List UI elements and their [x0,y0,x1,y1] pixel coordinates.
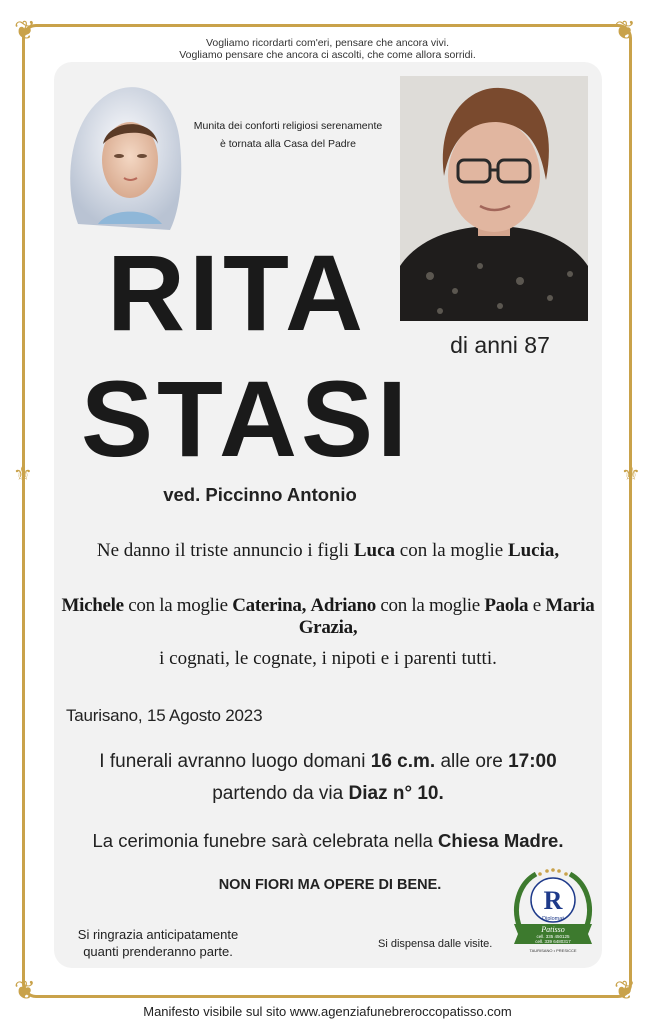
religious-note-line-1: Munita dei conforti religiosi serenamente [193,120,383,132]
place-date: Taurisano, 15 Agosto 2023 [66,706,263,725]
funeral-text: partendo da via [212,783,349,804]
announcement-line-3: i cognati, le cognate, i nipoti e i parenti tutti. [159,648,497,669]
family-name: Lucia, [507,540,560,561]
logo-label: Diplomat [542,916,564,922]
corner-ornament-top-left-icon: ❦ [14,16,36,46]
logo-letter: R [543,886,563,915]
footer-website-note: Manifesto visibile sul sito www.agenziafunebreroccopatisso.com [143,1004,512,1019]
announcement-text: con la moglie [375,595,485,616]
logo-name: Patisso [541,925,565,934]
funeral-line-2 [56,778,600,810]
corner-ornament-top-right-icon: ❦ [614,16,636,46]
family-name: Adriano [310,595,376,616]
announcement-text: Ne danno il triste annuncio i figli [96,540,354,561]
family-name: Maria Grazia, [298,595,595,638]
ceremony-text: La cerimonia funebre sarà celebrata nella [92,830,439,851]
announcement-line-1 [56,540,600,562]
logo-phone-1: cell. 335 450125 [536,934,570,939]
quote-line-2: Vogliamo pensare che ancora ci ascolti, che come allora sorridi. [179,49,476,61]
deceased-first-name: RITA [107,232,367,353]
deceased-last-name: STASI [80,358,412,479]
family-name: Luca [353,540,396,561]
memorial-quote [60,37,595,61]
announcement-line-2 [56,595,600,639]
funeral-text: I funerali avranno luogo domani [99,751,371,772]
funeral-line-1 [56,746,600,778]
ceremony-line [56,830,600,852]
age-label: di anni 87 [450,332,550,358]
thanks-line-1: Si ringrazia anticipatamente [77,927,239,942]
funeral-address: Diaz n° 10. [348,783,444,804]
announcement-text: con la moglie [395,540,508,561]
corner-ornament-bottom-right-icon: ❦ [614,976,636,1006]
agency-logo [510,866,596,964]
madonna-image [58,74,188,232]
family-name: Michele [61,595,124,616]
widow-of-label: ved. Piccinno Antonio [163,484,357,505]
no-flowers-note: NON FIORI MA OPERE DI BENE. [218,877,442,893]
thanks-line-2: quanti prenderanno parte. [83,944,233,959]
family-name: Paola [484,595,529,616]
portrait-photo [400,76,588,321]
religious-note-line-2: è tornata alla Casa del Padre [219,138,356,150]
visits-note: Si dispensa dalle visite. [378,938,493,950]
logo-towns: TAURISANO • PRESICCE [529,948,577,953]
funeral-date: 16 c.m. [370,751,436,772]
ceremony-church: Chiesa Madre. [438,830,564,851]
thanks-note [58,926,258,960]
side-ornament-right-icon: ⚜ [621,462,641,487]
corner-ornament-bottom-left-icon: ❦ [14,976,36,1006]
funeral-time: 17:00 [508,751,557,772]
announcement-text: con la moglie [123,595,233,616]
family-name: Caterina, [232,595,307,616]
side-ornament-left-icon: ⚜ [13,462,33,487]
religious-note [192,117,384,153]
quote-line-1: Vogliamo ricordarti com'eri, pensare che ancora vivi. [205,37,450,49]
announcement-text: e [528,595,546,616]
logo-phone-2: cell. 339 6480317 [535,939,571,944]
funeral-text: alle ore [435,751,509,772]
